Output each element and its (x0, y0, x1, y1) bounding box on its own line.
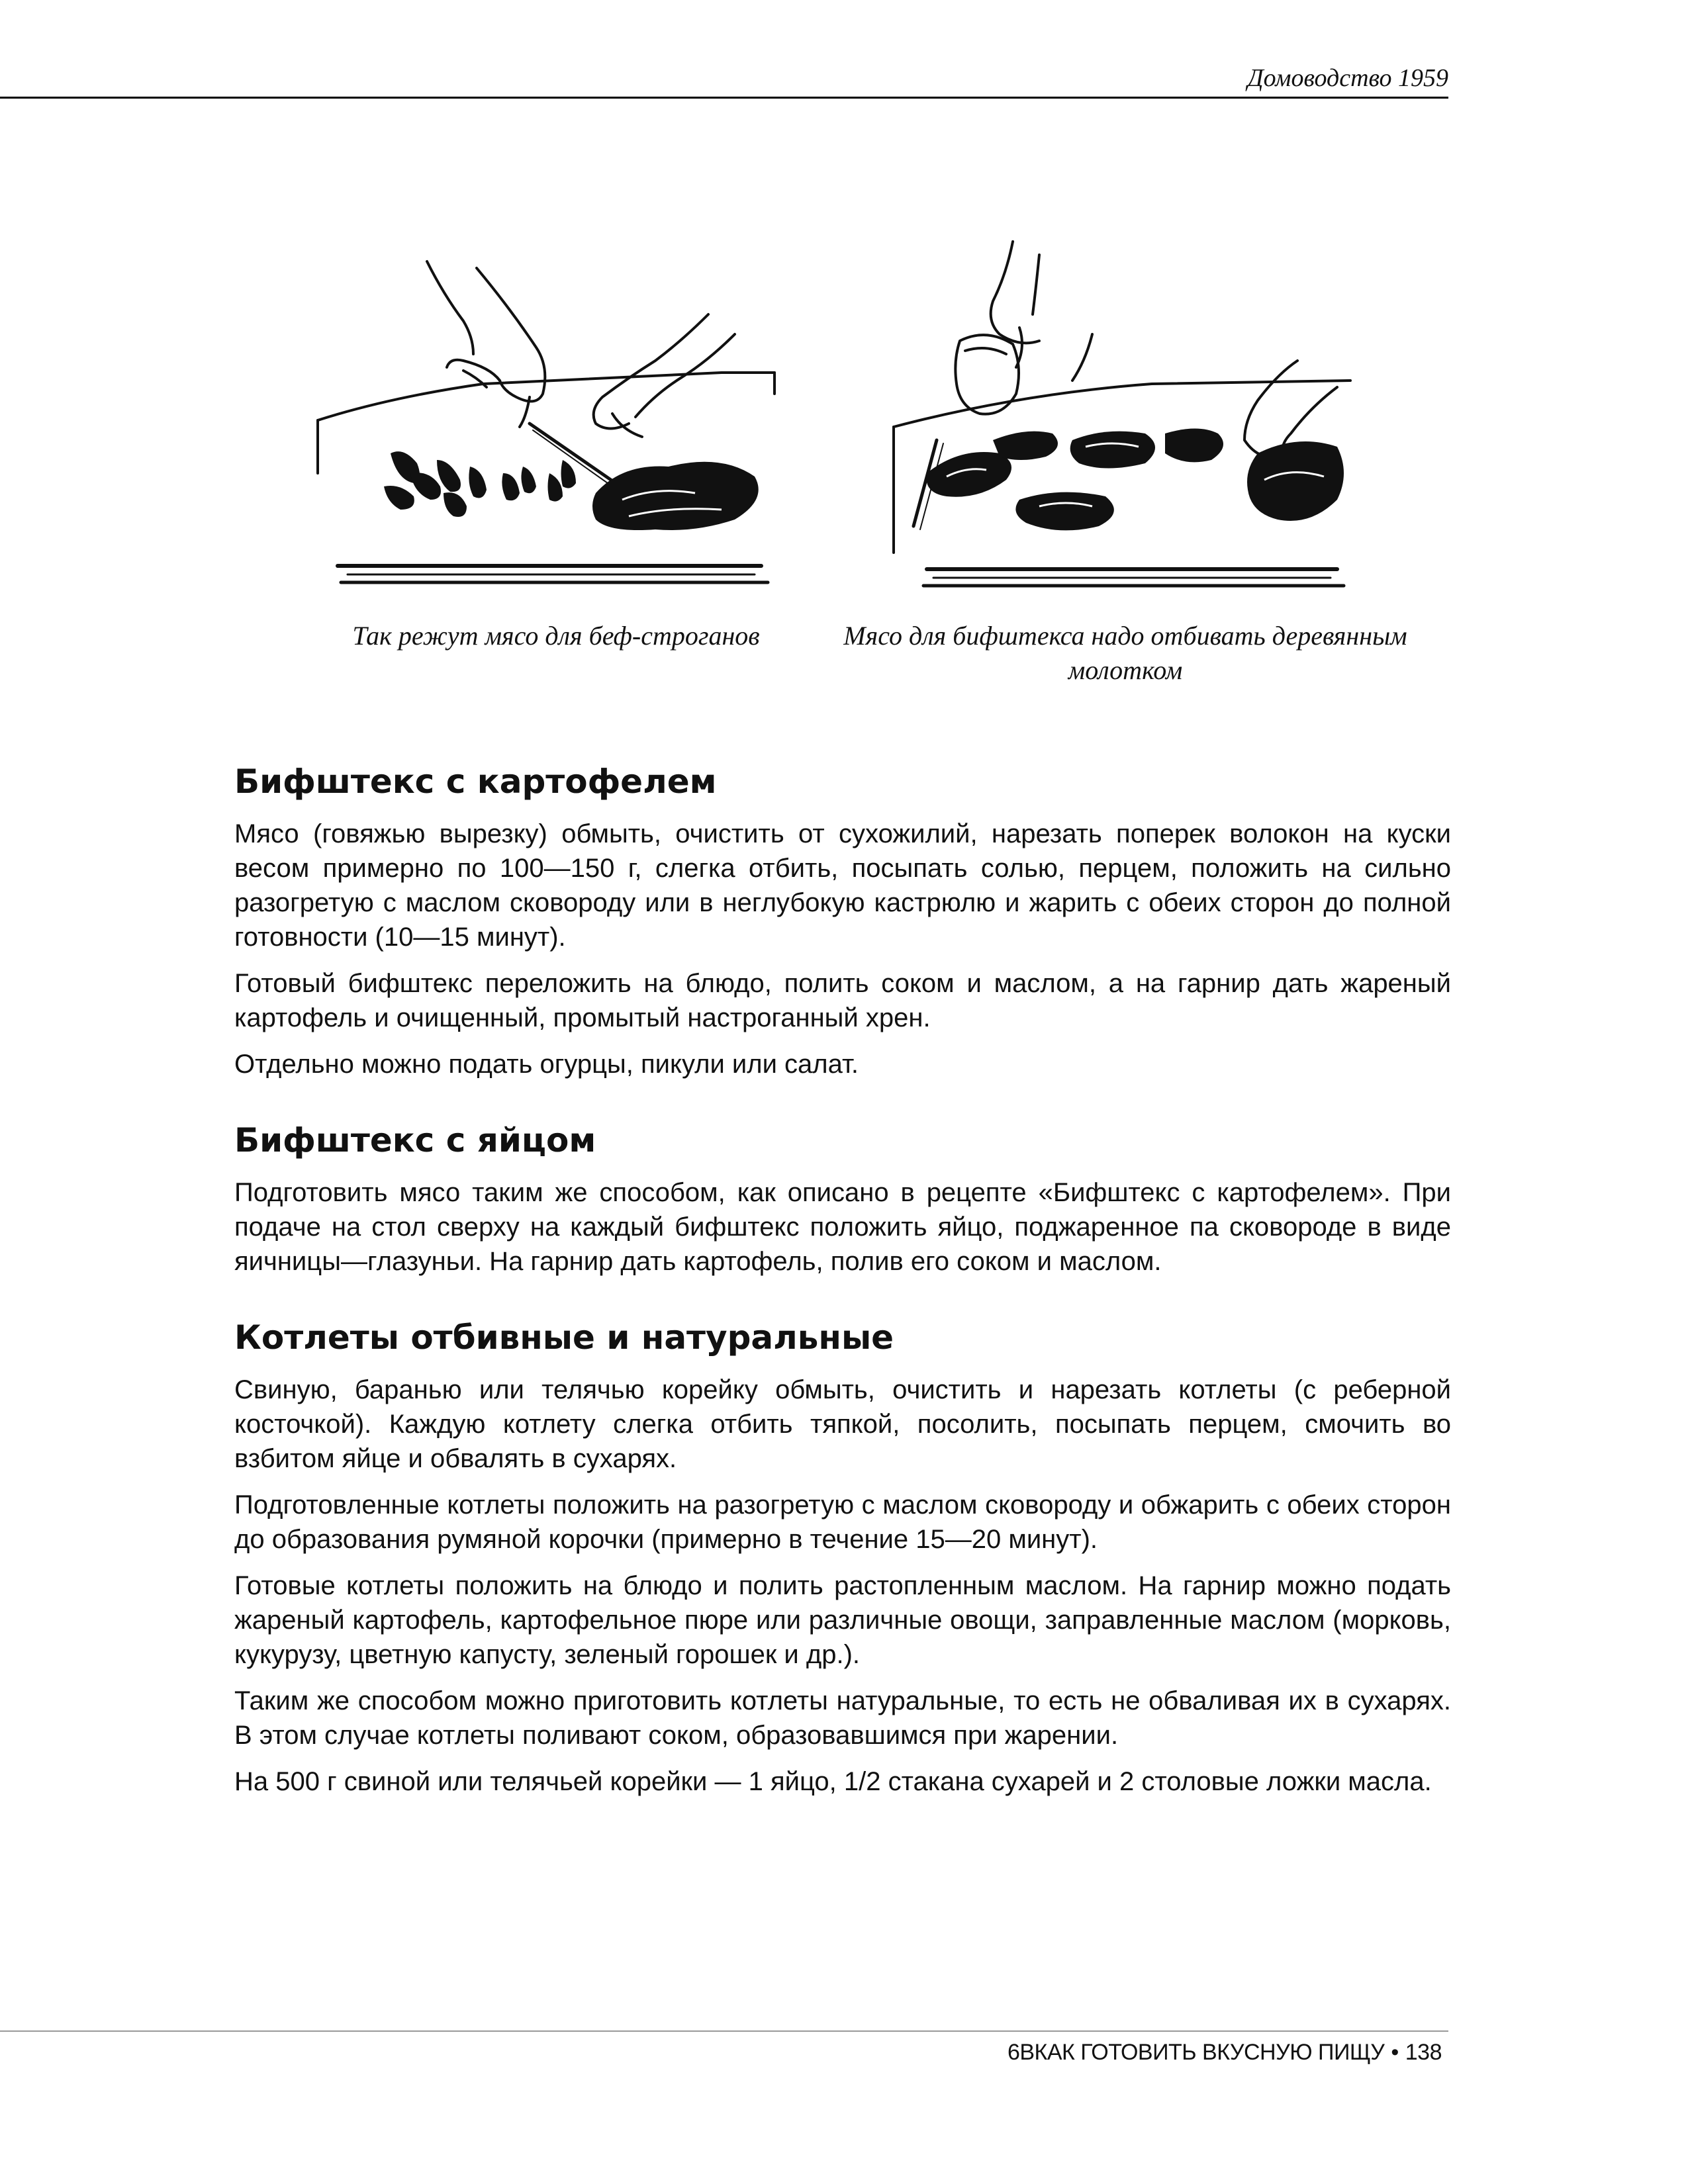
section-title: Котлеты отбивные и натуральные (234, 1318, 894, 1357)
cutting-meat-drawing (311, 255, 794, 599)
paragraph: Подготовленные котлеты положить на разогретую с маслом сковороду и обжарить с обеих сторон до образования румяной корочки (примерно в течение 15—20 минут). (234, 1490, 1451, 1554)
running-header: Домоводство 1959 (1247, 64, 1448, 92)
page-footer (0, 2040, 1442, 2066)
recipes-content (234, 761, 1451, 1811)
footer-chapter: 6ВКАК ГОТОВИТЬ ВКУСНУЮ ПИЩУ (1007, 2040, 1385, 2065)
paragraph: Готовые котлеты положить на блюдо и полить растопленным маслом. На гарнир можно подать жареный картофель, картофельное пюре или различные овощи, заправленные маслом (морковь, кукурузу, цветную капусту, зеленый горошек и др.). (234, 1571, 1451, 1669)
paragraph: На 500 г свиной или телячьей корейки — 1 яйцо, 1/2 стакана сухарей и 2 столовые ложки масла. (234, 1767, 1432, 1796)
footer-rule (0, 2030, 1448, 2032)
paragraph: Отдельно можно подать огурцы, пикули или салат. (234, 1050, 859, 1079)
paragraph: Готовый бифштекс переложить на блюдо, полить соком и маслом, а на гарнир дать жареный картофель и очищенный, промытый настроганный хрен. (234, 969, 1451, 1032)
illustration-cutting-meat (311, 255, 794, 599)
recipe-beefsteak-potatoes (234, 761, 1451, 1081)
figure-caption-right: Мясо для бифштекса надо отбивать деревянным молотком (843, 621, 1407, 685)
bullet-separator: • (1391, 2040, 1399, 2065)
paragraph: Свиную, баранью или телячью корейку обмыть, очистить и нарезать котлеты (с реберной косточкой). Каждую котлету слегка отбить тяпкой, посолить, посыпать перцем, смочить во взбитом яйце и обвалять в сухарях. (234, 1375, 1451, 1473)
header-rule (0, 97, 1448, 99)
pounding-meat-drawing (887, 235, 1370, 599)
illustration-pounding-meat (887, 235, 1370, 599)
section-title: Бифштекс с картофелем (234, 762, 717, 801)
page-number: 138 (1405, 2040, 1442, 2065)
paragraph: Мясо (говяжью вырезку) обмыть, очистить от сухожилий, нарезать поперек волокон на куски весом примерно по 100—150 г, слегка отбить, посыпать солью, перцем, положить на сильно разогретую с маслом сковороду или в неглубокую кастрюлю и жарить с обеих сторон до полной готовности (10—15 минут). (234, 819, 1451, 952)
recipe-chops (234, 1317, 1451, 1799)
section-title: Бифштекс с яйцом (234, 1121, 596, 1160)
paragraph: Подготовить мясо таким же способом, как описано в рецепте «Бифштекс с картофелем». При подаче на стол сверху на каждый бифштекс положить яйцо, поджаренное па сковороде в виде яичницы—глазуньи. На гарнир дать картофель, полив его соком и маслом. (234, 1178, 1451, 1276)
recipe-beefsteak-egg (234, 1120, 1451, 1279)
paragraph: Таким же способом можно приготовить котлеты натуральные, то есть не обваливая их в сухарях. В этом случае котлеты поливают соком, образовавшимся при жарении. (234, 1686, 1451, 1750)
figure-caption-left: Так режут мясо для беф-строганов (352, 621, 760, 651)
